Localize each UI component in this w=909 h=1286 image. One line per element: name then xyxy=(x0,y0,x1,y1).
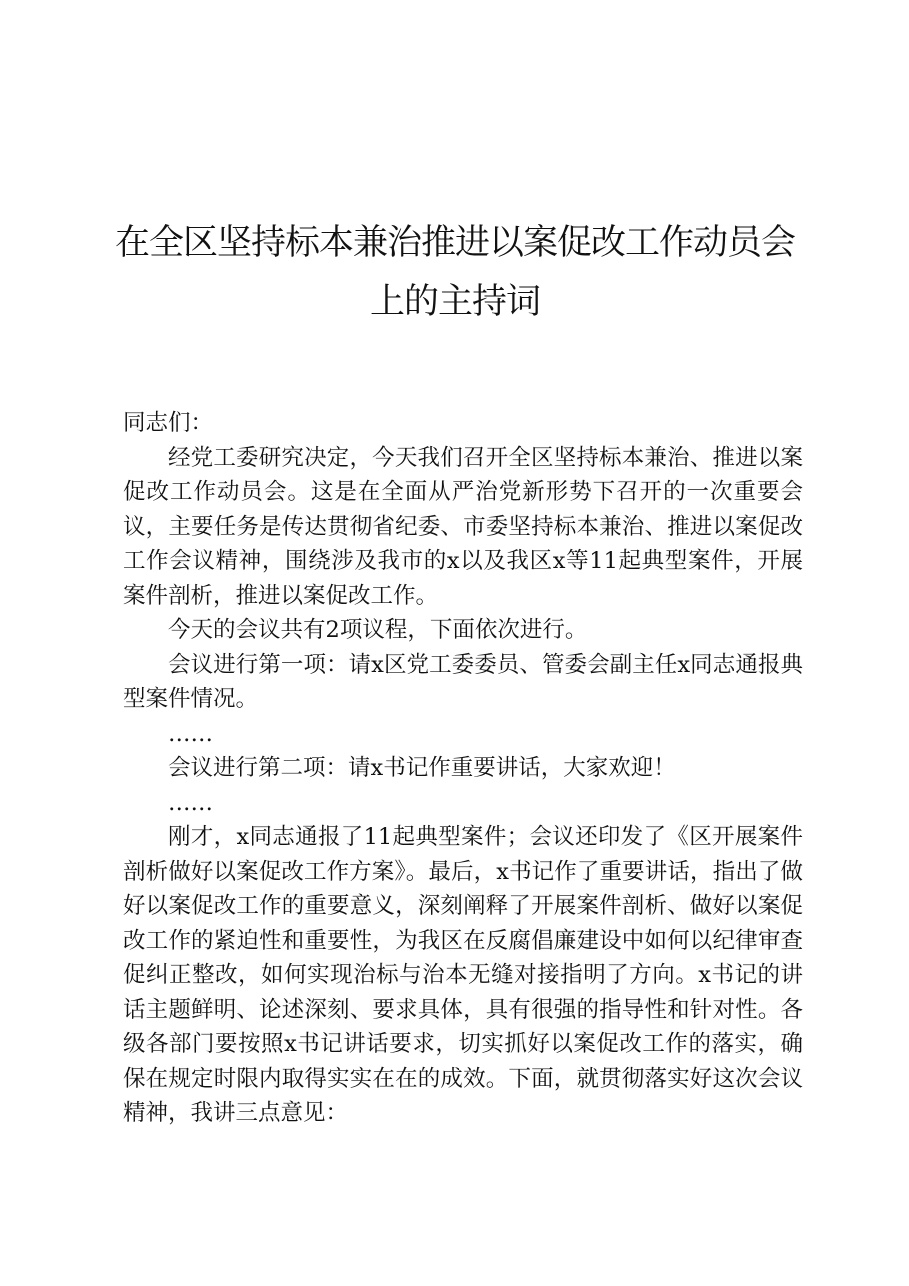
document-body xyxy=(123,406,803,1131)
ellipsis-one: …… xyxy=(168,720,213,747)
title-line-2: 上的主持词 xyxy=(369,282,540,322)
paragraph-agenda: 今天的会议共有2项议程，下面依次进行。 xyxy=(168,617,588,643)
title-line-1: 在全区坚持标本兼治推进以案促改工作动员会 xyxy=(114,223,795,263)
paragraph-item-two: 会议进行第二项：请x书记作重要讲话，大家欢迎！ xyxy=(168,755,676,781)
salutation: 同志们： xyxy=(123,410,214,436)
document-title xyxy=(100,214,810,332)
paragraph-item-one: 会议进行第一项：请x区党工委委员、管委会副主任x同志通报典型案件情况。 xyxy=(123,651,803,712)
paragraph-intro: 经党工委研究决定，今天我们召开全区坚持标本兼治、推进以案促改工作动员会。这是在全面从严治党新形势下召开的一次重要会议，主要任务是传达贯彻省纪委、市委坚持标本兼治、推进以案促改工作会议精神，围绕涉及我市的x以及我区x等11起典型案件，开展案件剖析，推进以案促改工作。 xyxy=(123,444,803,609)
ellipsis-two: …… xyxy=(168,789,213,816)
paragraph-summary: 刚才，x同志通报了11起典型案件；会议还印发了《区开展案件剖析做好以案促改工作方案》。最后，x书记作了重要讲话，指出了做好以案促改工作的重要意义，深刻阐释了开展案件剖析、做好以案促改工作的紧迫性和重要性，为我区在反腐倡廉建设中如何以纪律审查促纠正整改，如何实现治标与治本无缝对接指明了方向。x书记的讲话主题鲜明、论述深刻、要求具体，具有很强的指导性和针对性。各级各部门要按照x书记讲话要求，切实抓好以案促改工作的落实，确保在规定时限内取得实实在在的成效。下面，就贯彻落实好这次会议精神，我讲三点意见： xyxy=(123,824,803,1126)
